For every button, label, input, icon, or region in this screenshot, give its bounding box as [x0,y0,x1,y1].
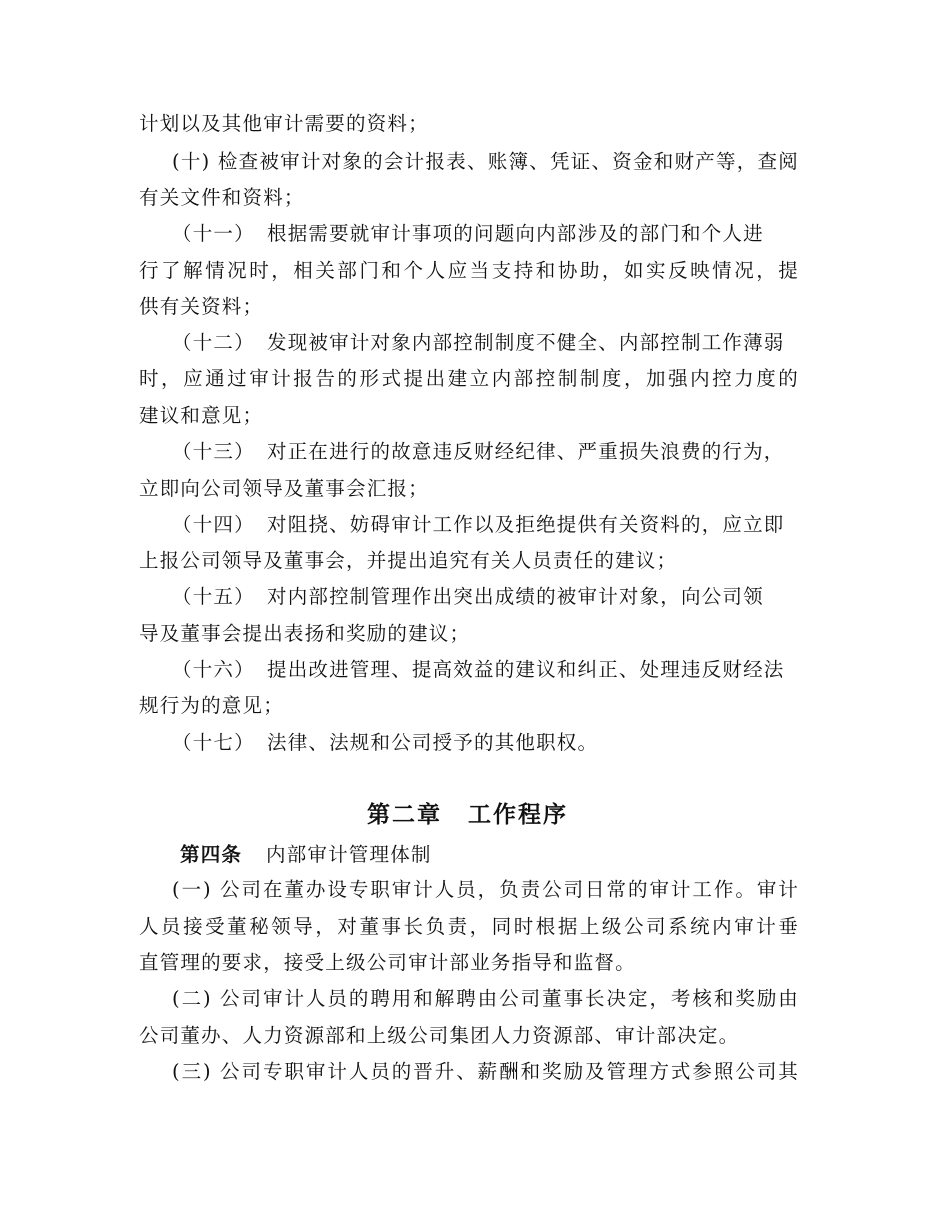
paragraph-line: 立即向公司领导及董事会汇报； [139,477,429,500]
item-label: （十七） [172,731,255,754]
paragraph-line: 直管理的要求，接受上级公司审计部业务指导和监督。 [139,951,636,974]
item-text: 对正在进行的故意违反财经纪律、严重损失浪费的行为， [267,440,785,463]
item-label: （十二） [172,331,255,354]
list-item-17 [172,731,799,755]
item-label: （十六） [172,658,255,681]
paragraph-line: 公司董办、人力资源部和上级公司集团人力资源部、审计部决定。 [139,1024,740,1047]
list-item-12 [172,331,799,355]
paragraph-line: (十) 检查被审计对象的会计报表、账簿、凭证、资金和财产等，查阅 [172,150,799,173]
list-item-15 [172,585,799,609]
paragraph-line: 规行为的意见； [139,694,284,717]
paragraph-line: 建议和意见； [139,404,264,427]
paragraph-line: 时，应通过审计报告的形式提出建立内部控制制度，加强内控力度的 [139,367,799,390]
item-text: 对内部控制管理作出突出成绩的被审计对象，向公司领 [267,585,764,608]
item-text: 对阻挠、妨碍审计工作以及拒绝提供有关资料的，应立即 [267,513,785,536]
item-text: 法律、法规和公司授予的其他职权。 [267,731,599,754]
item-label: （十三） [172,440,255,463]
list-item-14 [172,513,799,537]
article-title: 内部审计管理体制 [266,843,432,866]
item-text: 提出改进管理、提高效益的建议和纠正、处理违反财经法 [267,658,785,681]
paragraph-line: 上报公司领导及董事会，并提出追究有关人员责任的建议； [139,549,678,572]
chapter-heading [0,800,935,830]
item-label: （十一） [172,222,255,245]
paragraph-line: 导及董事会提出表扬和奖励的建议； [139,622,471,645]
paragraph-line: 供有关资料； [139,295,264,318]
paragraph-line: (一) 公司在董办设专职审计人员，负责公司日常的审计工作。审计 [172,878,799,901]
item-label: （十四） [172,513,255,536]
item-label: （十五） [172,585,255,608]
article-number: 第四条 [180,843,243,866]
paragraph-line: 人员接受董秘领导，对董事长负责，同时根据上级公司系统内审计垂 [139,915,799,938]
paragraph-line: 有关文件和资料； [139,186,305,209]
paragraph-line: (三) 公司专职审计人员的晋升、薪酬和奖励及管理方式参照公司其 [172,1060,799,1083]
chapter-title: 工作程序 [468,802,568,828]
item-text: 根据需要就审计事项的问题向内部涉及的部门和个人进 [267,222,764,245]
paragraph-line: 行了解情况时，相关部门和个人应当支持和协助，如实反映情况，提 [139,259,799,282]
paragraph-line: (二) 公司审计人员的聘用和解聘由公司董事长决定，考核和奖励由 [172,987,799,1010]
paragraph-line: 计划以及其他审计需要的资料； [139,112,429,135]
item-text: 发现被审计对象内部控制制度不健全、内部控制工作薄弱 [267,331,785,354]
list-item-13 [172,440,799,464]
list-item-16 [172,658,799,682]
list-item-11 [172,222,799,246]
chapter-number: 第二章 [367,802,442,828]
article-heading [180,843,432,867]
